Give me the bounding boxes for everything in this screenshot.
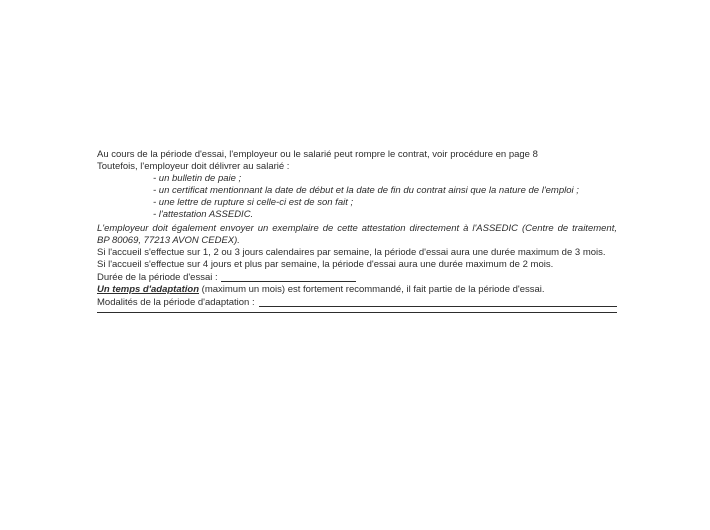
document-content bbox=[97, 149, 617, 313]
field-duree-essai-blank[interactable] bbox=[221, 273, 356, 282]
field-modalites-adaptation bbox=[97, 296, 617, 309]
list-item-bulletin-paie: - un bulletin de paie ; bbox=[153, 173, 242, 184]
paragraph-envoi-attestation-line1: L'employeur doit également envoyer un exemplaire de cette attestation directement à l'ASSEDIC (Centre de traitement, bbox=[97, 223, 617, 234]
field-modalites-adaptation-blank[interactable] bbox=[259, 298, 617, 307]
field-duree-essai-label: Durée de la période d'essai : bbox=[97, 272, 218, 283]
list-item-lettre-rupture: - une lettre de rupture si celle-ci est de son fait ; bbox=[153, 197, 354, 208]
field-duree-essai bbox=[97, 271, 617, 284]
list-item-attestation-assedic: - l'attestation ASSEDIC. bbox=[153, 209, 254, 220]
list-item-certificat: - un certificat mentionnant la date de début et la date de fin du contrat ainsi que la nature de l'emploi ; bbox=[153, 185, 579, 196]
field-modalites-continuation-blank[interactable] bbox=[97, 312, 617, 313]
paragraph-temps-adaptation bbox=[97, 284, 617, 296]
paragraph-accueil-2-mois: Si l'accueil s'effectue sur 4 jours et plus par semaine, la période d'essai aura une durée maximum de 2 mois. bbox=[97, 259, 554, 270]
paragraph-accueil-3-mois: Si l'accueil s'effectue sur 1, 2 ou 3 jours calendaires par semaine, la période d'essai aura une durée maximum de 3 mois. bbox=[97, 247, 606, 258]
temps-adaptation-rest: (maximum un mois) est fortement recommandé, il fait partie de la période d'essai. bbox=[199, 284, 545, 295]
paragraph-envoi-attestation-line2: BP 80069, 77213 AVON CEDEX). bbox=[97, 235, 240, 246]
paragraph-rupture-contrat: Au cours de la période d'essai, l'employeur ou le salarié peut rompre le contrat, voir procédure en page 8 bbox=[97, 149, 538, 160]
paragraph-envoi-attestation bbox=[97, 223, 617, 247]
field-modalites-adaptation-label: Modalités de la période d'adaptation : bbox=[97, 297, 255, 308]
paragraph-toutefois: Toutefois, l'employeur doit délivrer au salarié : bbox=[97, 161, 290, 172]
temps-adaptation-emphasis: Un temps d'adaptation bbox=[97, 284, 200, 295]
